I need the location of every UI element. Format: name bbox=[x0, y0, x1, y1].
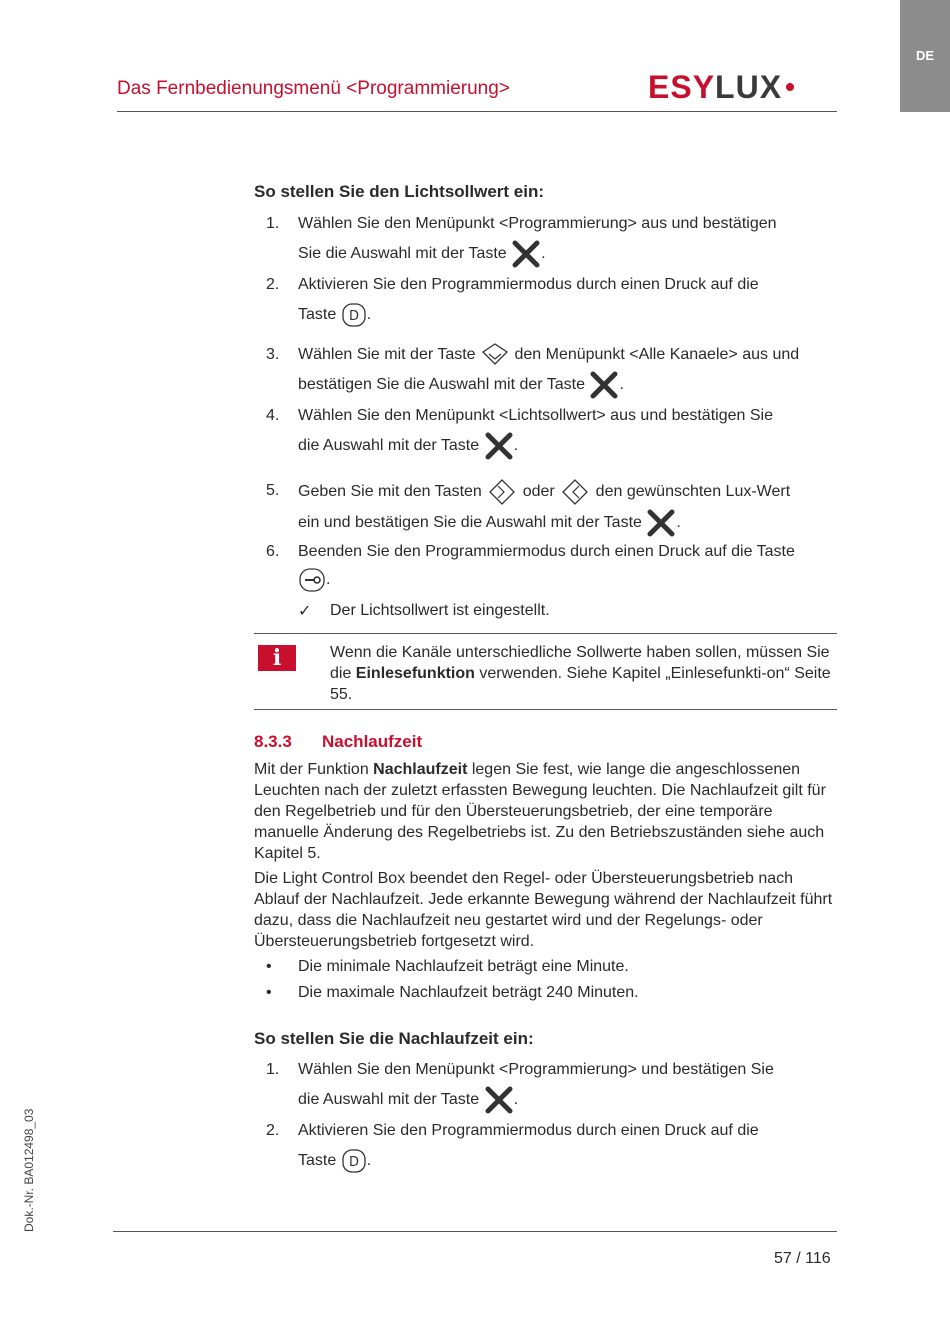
confirm-x-icon bbox=[484, 431, 514, 461]
confirm-x-icon bbox=[484, 1085, 514, 1115]
bullet-text-1: Die minimale Nachlaufzeit beträgt eine Minute. bbox=[298, 958, 629, 975]
d-button-icon bbox=[341, 1148, 367, 1174]
arrow-right-button-icon bbox=[559, 476, 591, 508]
result-text: Der Lichtsollwert ist eingestellt. bbox=[330, 602, 550, 619]
info-icon: i bbox=[258, 645, 296, 671]
language-label: DE bbox=[915, 48, 935, 63]
svg-text:D: D bbox=[348, 308, 359, 324]
document-number: Dok.-Nr. BA012498_03 bbox=[22, 1108, 36, 1232]
esylux-logo: ESY LUX bbox=[648, 70, 794, 104]
confirm-x-icon bbox=[511, 239, 541, 269]
footer-divider bbox=[113, 1231, 837, 1232]
arrow-down-button-icon bbox=[480, 342, 510, 368]
confirm-x-icon bbox=[646, 508, 676, 538]
checkmark-icon: ✓ bbox=[298, 603, 312, 620]
bullet-text-2: Die maximale Nachlaufzeit beträgt 240 Minuten. bbox=[298, 984, 639, 1001]
bullet-point: • bbox=[266, 984, 272, 1001]
arrow-left-button-icon bbox=[486, 476, 518, 508]
confirm-x-icon bbox=[589, 370, 619, 400]
page-number: 57 / 116 bbox=[774, 1250, 831, 1267]
note-text: Wenn die Kanäle unterschiedliche Sollwerte haben sollen, müssen Sie die Einlesefunktion verwenden. Siehe Kapitel „Einlesefunkti-on“ Seite 55. bbox=[330, 644, 831, 703]
d-button-icon bbox=[341, 302, 367, 328]
header-divider bbox=[117, 111, 837, 112]
page-header-title: Das Fernbedienungsmenü <Programmierung> bbox=[117, 78, 510, 99]
note-top-divider bbox=[254, 633, 837, 634]
language-tab bbox=[900, 0, 950, 112]
note-bottom-divider bbox=[254, 709, 837, 710]
section-heading-lichtsollwert: So stellen Sie den Lichtsollwert ein: bbox=[254, 182, 545, 201]
section-heading-nachlaufzeit-steps: So stellen Sie die Nachlaufzeit ein: bbox=[254, 1029, 534, 1048]
bullet-point: • bbox=[266, 958, 272, 975]
paragraph-1: Mit der Funktion Nachlaufzeit legen Sie fest, wie lange die angeschlossenen Leuchten nach der zuletzt erfassten Bewegung leuchten. Die Nachlaufzeit gilt für den Regelbetrieb und für den Übersteuerungsbetrieb, der eine temporäre manuelle Änderung des Regelbetriebs ist. Zu den Betriebszuständen siehe auch Kapitel 5. bbox=[254, 761, 826, 862]
paragraph-2: Die Light Control Box beendet den Regel- oder Übersteuerungsbetrieb nach Ablauf der Nachlaufzeit. Jede erkannte Bewegung während der Nachlaufzeit führt dazu, dass die Nachlaufzeit neu gestartet wird und der Regelungs- oder Übersteuerungsbetrieb fortgesetzt wird. bbox=[254, 870, 833, 950]
svg-text:D: D bbox=[348, 1154, 359, 1170]
key-button-icon bbox=[298, 567, 326, 593]
section-heading-nachlaufzeit: 8.3.3 Nachlaufzeit bbox=[254, 732, 423, 751]
